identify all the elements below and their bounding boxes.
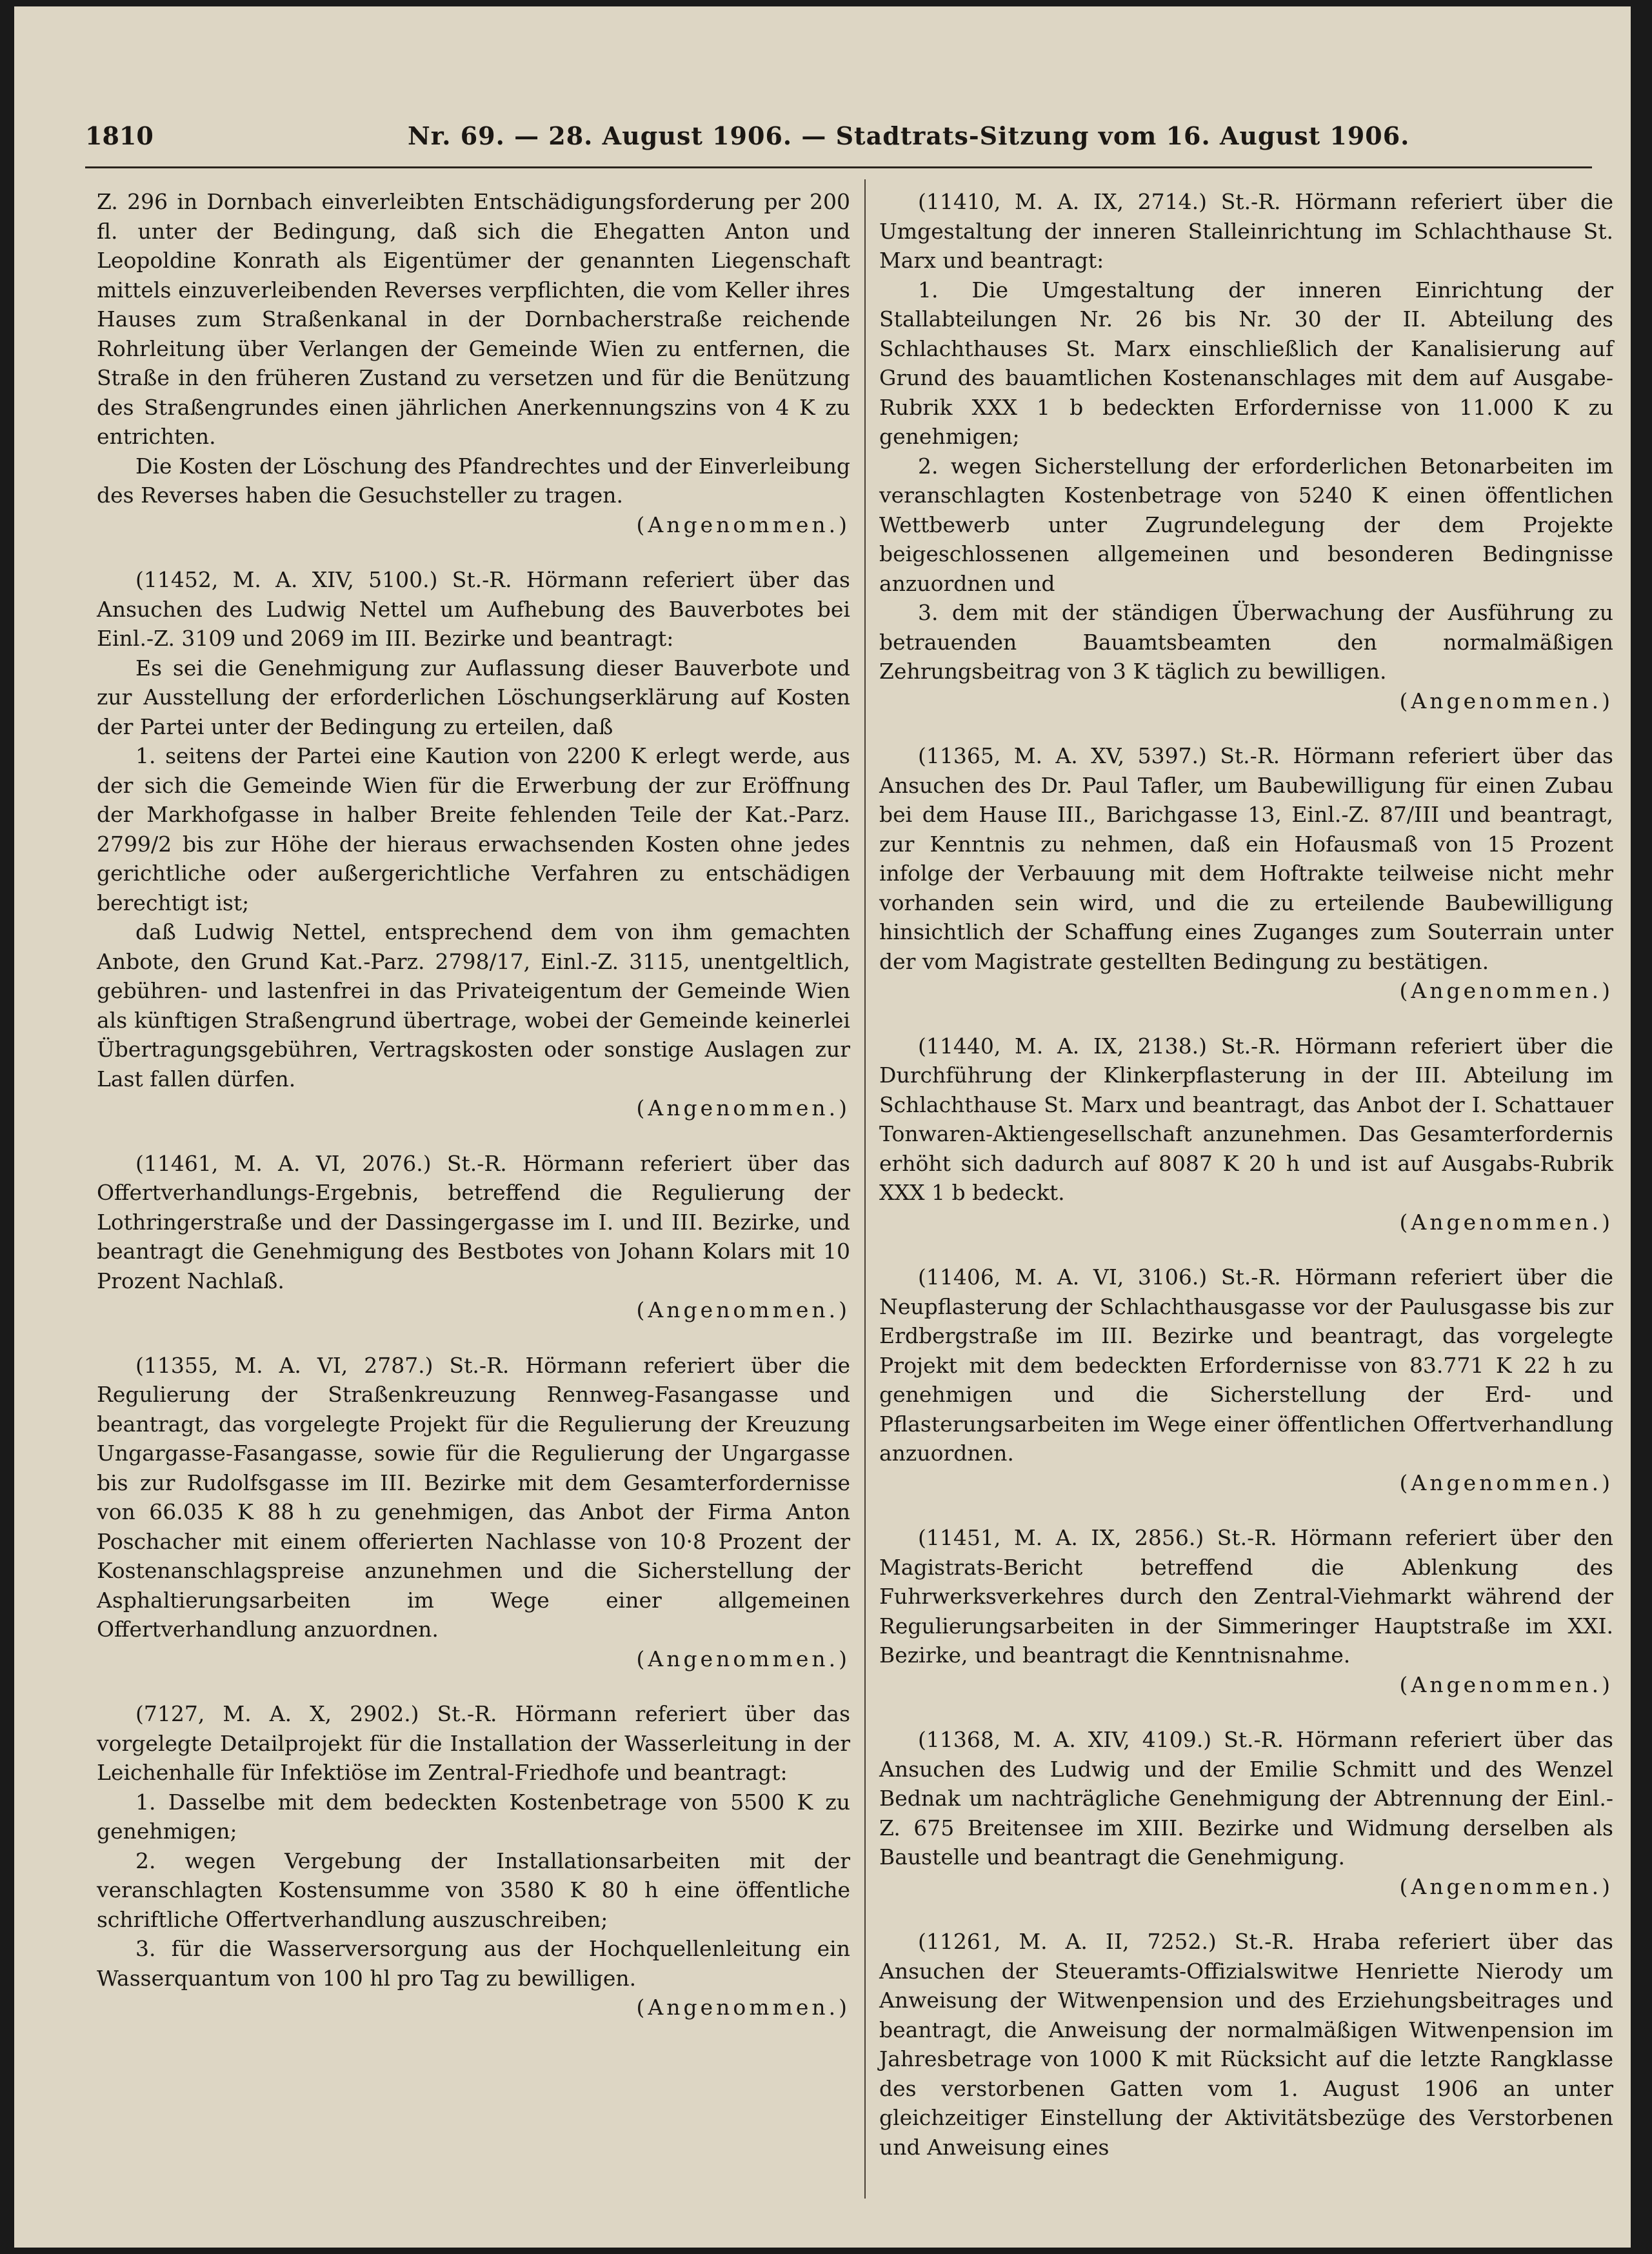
decision-label: (Angenommen.) xyxy=(1399,1873,1613,1899)
entry-paragraph: Die Kosten der Löschung des Pfandrechtes und der Einverleibung des Reverses haben die Gesuchsteller zu tragen. xyxy=(97,453,850,508)
entry-paragraph: 2. wegen Sicherstellung der erforderlichen Betonarbeiten im veranschlagten Kostenbetrage von 5240 K einen öffentlichen Wettbewerb unter Zugrundelegung der dem Projekte beigeschlossenen allgemeinen und besonderen Bedingnisse anzuordnen und xyxy=(879,453,1613,596)
decision-label: (Angenommen.) xyxy=(1399,1671,1613,1697)
entry-paragraph: Es sei die Genehmigung zur Auflassung dieser Bauverbote und zur Ausstellung der erforderlichen Löschungserklärung auf Kosten der Partei unter der Bedingung zu erteilen, daß xyxy=(97,655,850,739)
entry-paragraph: 1. Dasselbe mit dem bedeckten Kostenbetrage von 5500 K zu genehmigen; xyxy=(97,1789,850,1844)
entry-intro: (7127, M. A. X, 2902.) St.-R. Hörmann referiert über das vorgelegte Detailprojekt für die Installation der Wasserleitung in der Leichenhalle für Infektiöse im Zentral-Friedhofe und beantragt: xyxy=(97,1701,850,1785)
decision-label: (Angenommen.) xyxy=(636,512,850,537)
page-number: 1810 xyxy=(85,121,154,150)
entry-intro: (11410, M. A. IX, 2714.) St.-R. Hörmann referiert über die Umgestaltung der inneren Stalleinrichtung im Schlachthause St. Marx und beantragt: xyxy=(879,189,1613,273)
entry-intro: (11461, M. A. VI, 2076.) St.-R. Hörmann referiert über das Offertverhandlungs-Ergebnis, betreffend die Regulierung der Lothringerstraße und der Dassingergasse im I. und III. Bezirke, und beantragt die Genehmigung des Bestbotes von Johann Kolars mit 10 Prozent Nachlaß. xyxy=(97,1150,850,1293)
entry-intro: (11440, M. A. IX, 2138.) St.-R. Hörmann referiert über die Durchführung der Klinkerpflasterung in der III. Abteilung im Schlachthause St. Marx und beantragt, das Anbot der I. Schattauer Tonwaren-Aktiengesellschaft anzunehmen. Das Gesamterfordernis erhöht sich dadurch auf 8087 K 20 h und ist auf Ausgabs-Rubrik XXX 1 b bedeckt. xyxy=(879,1033,1613,1205)
entry-intro: (11451, M. A. IX, 2856.) St.-R. Hörmann referiert über den Magistrats-Bericht betreffend die Ablenkung des Fuhrwerksverkehres durch den Zentral-Viehmarkt während der Regulierungsarbeiten in der Simmeringer Hauptstraße im XXI. Bezirke, und beantragt die Kenntnisnahme. xyxy=(879,1525,1613,1668)
entry-left-0 xyxy=(97,187,850,539)
entry-right-0 xyxy=(879,187,1613,715)
newspaper-page xyxy=(14,6,1631,2248)
entry-right-4 xyxy=(879,1523,1613,1699)
header-rule xyxy=(85,166,1592,168)
entry-intro: (11368, M. A. XIV, 4109.) St.-R. Hörmann referiert über das Ansuchen des Ludwig und der Emilie Schmitt und des Wenzel Bednak um nachträgliche Genehmigung der Abtrennung der Einl.-Z. 675 Breitensee im XIII. Bezirke und Widmung derselben als Baustelle und beantragt die Genehmigung. xyxy=(879,1727,1613,1870)
decision-label: (Angenommen.) xyxy=(1399,688,1613,713)
entry-left-4 xyxy=(97,1699,850,2022)
entry-right-1 xyxy=(879,741,1613,1006)
entry-intro: (11355, M. A. VI, 2787.) St.-R. Hörmann referiert über die Regulierung der Straßenkreuzung Rennweg-Fasangasse und beantragt, das vorgelegte Projekt für die Regulierung der Kreuzung Ungargasse-Fasangasse, sowie für die Regulierung der Ungargasse bis zur Rudolfsgasse im III. Bezirke mit dem Gesamterfordernisse von 66.035 K 88 h zu genehmigen, das Anbot der Firma Anton Poschacher mit einem offerierten Nachlasse von 10·8 Prozent der Kostenanschlagspreise anzunehmen und die Sicherstellung der Asphaltierungsarbeiten im Wege einer allgemeinen Offertverhandlung anzuordnen. xyxy=(97,1352,850,1642)
entry-paragraph: 1. Die Umgestaltung der inneren Einrichtung der Stallabteilungen Nr. 26 bis Nr. 30 der II. Abteilung des Schlachthauses St. Marx einschließlich der Kanalisierung auf Grund des bauamtlichen Kostenanschlages mit dem auf Ausgabe-Rubrik XXX 1 b bedeckten Erfordernisse von 11.000 K zu genehmigen; xyxy=(879,277,1613,449)
entry-paragraph: Z. 296 in Dornbach einverleibten Entschädigungsforderung per 200 fl. unter der Bedingung, daß sich die Ehegatten Anton und Leopoldine Konrath als Eigentümer der genannten Liegenschaft mittels einzuverleibenden Reverses verpflichten, die vom Keller ihres Hauses zum Straßenkanal in der Dornbacherstraße reichende Rohrleitung über Verlangen der Gemeinde Wien zu entfernen, die Straße in den früheren Zustand zu versetzen und für die Benützung des Straßengrundes einen jährlichen Anerkennungszins von 4 K zu entrichten. xyxy=(97,189,850,449)
entry-left-1 xyxy=(97,565,850,1123)
entry-paragraph: 3. dem mit der ständigen Überwachung der Ausführung zu betrauenden Bauamtsbeamten den normalmäßigen Zehrungsbeitrag von 3 K täglich zu bewilligen. xyxy=(879,600,1613,684)
entry-intro: (11261, M. A. II, 7252.) St.-R. Hraba referiert über das Ansuchen der Steueramts-Offizialswitwe Henriette Nierody um Anweisung der Witwenpension und des Erziehungsbeitrages und beantragt, die Anweisung der normalmäßigen Witwenpension im Jahresbetrage von 1000 K mit Rücksicht auf die letzte Rangklasse des verstorbenen Gatten vom 1. August 1906 an unter gleichzeitiger Einstellung der Aktivitätsbezüge des Verstorbenen und Anweisung eines xyxy=(879,1929,1613,2160)
entry-paragraph: 3. für die Wasserversorgung aus der Hochquellenleitung ein Wasserquantum von 100 hl pro Tag zu bewilligen. xyxy=(97,1936,850,1991)
entry-paragraph: daß Ludwig Nettel, entsprechend dem von ihm gemachten Anbote, den Grund Kat.-Parz. 2798/17, Einl.-Z. 3115, unentgeltlich, gebühren- und lastenfrei in das Privateigentum der Gemeinde Wien als künftigen Straßengrund übertrage, wobei der Gemeinde keinerlei Übertragungsgebühren, Vertragskosten oder sonstige Auslagen zur Last fallen dürfen. xyxy=(97,919,850,1092)
entry-paragraph: 1. seitens der Partei eine Kaution von 2200 K erlegt werde, aus der sich die Gemeinde Wien für die Erwerbung der zur Eröffnung der Markhofgasse in halber Breite fehlenden Teile der Kat.-Parz. 2799/2 bis zur Höhe der hieraus erwachsenden Kosten ohne jedes gerichtliche oder außergerichtliche Verfahren zu entschädigen berechtigt ist; xyxy=(97,743,850,915)
right-column xyxy=(879,187,1613,2188)
decision-label: (Angenommen.) xyxy=(1399,1209,1613,1235)
decision-label: (Angenommen.) xyxy=(636,1297,850,1322)
entry-left-2 xyxy=(97,1149,850,1325)
decision-label: (Angenommen.) xyxy=(636,1095,850,1121)
decision-label: (Angenommen.) xyxy=(636,1995,850,2020)
entry-right-2 xyxy=(879,1032,1613,1237)
issue-title: Nr. 69. — 28. August 1906. — Stadtrats-Sitzung vom 16. August 1906. xyxy=(408,121,1410,150)
page-header xyxy=(85,121,1592,160)
decision-label: (Angenommen.) xyxy=(636,1646,850,1671)
decision-label: (Angenommen.) xyxy=(1399,1470,1613,1495)
entry-right-6 xyxy=(879,1927,1613,2162)
entry-left-3 xyxy=(97,1351,850,1674)
entry-intro: (11365, M. A. XV, 5397.) St.-R. Hörmann referiert über das Ansuchen des Dr. Paul Tafler, um Baubewilligung für einen Zubau bei dem Hause III., Barichgasse 13, Einl.-Z. 87/III und beantragt, zur Kenntnis zu nehmen, daß ein Hofausmaß von 15 Prozent infolge der Verbauung mit dem Hoftrakte teilweise nicht mehr vorhanden sein wird, und die zu erteilende Baubewilligung hinsichtlich der Schaffung eines Zuganges zum Souterrain unter der vom Magistrate gestellten Bedingung zu bestätigen. xyxy=(879,743,1613,974)
column-divider xyxy=(864,179,866,2199)
decision-label: (Angenommen.) xyxy=(1399,978,1613,1003)
left-column xyxy=(97,187,850,2048)
entry-right-3 xyxy=(879,1262,1613,1497)
entry-paragraph: 2. wegen Vergebung der Installationsarbeiten mit der veranschlagten Kostensumme von 3580 K 80 h eine öffentliche schriftliche Offertverhandlung auszuschreiben; xyxy=(97,1848,850,1932)
entry-intro: (11406, M. A. VI, 3106.) St.-R. Hörmann referiert über die Neupflasterung der Schlachthausgasse vor der Paulusgasse bis zur Erdbergstraße im III. Bezirke und beantragt, das vorgelegte Projekt mit dem bedeckten Erfordernisse von 83.771 K 22 h zu genehmigen und die Sicherstellung der Erd- und Pflasterungsarbeiten im Wege einer öffentlichen Offertverhandlung anzuordnen. xyxy=(879,1264,1613,1466)
entry-intro: (11452, M. A. XIV, 5100.) St.-R. Hörmann referiert über das Ansuchen des Ludwig Nettel um Aufhebung des Bauverbotes bei Einl.-Z. 3109 und 2069 im III. Bezirke und beantragt: xyxy=(97,567,850,651)
entry-right-5 xyxy=(879,1725,1613,1901)
